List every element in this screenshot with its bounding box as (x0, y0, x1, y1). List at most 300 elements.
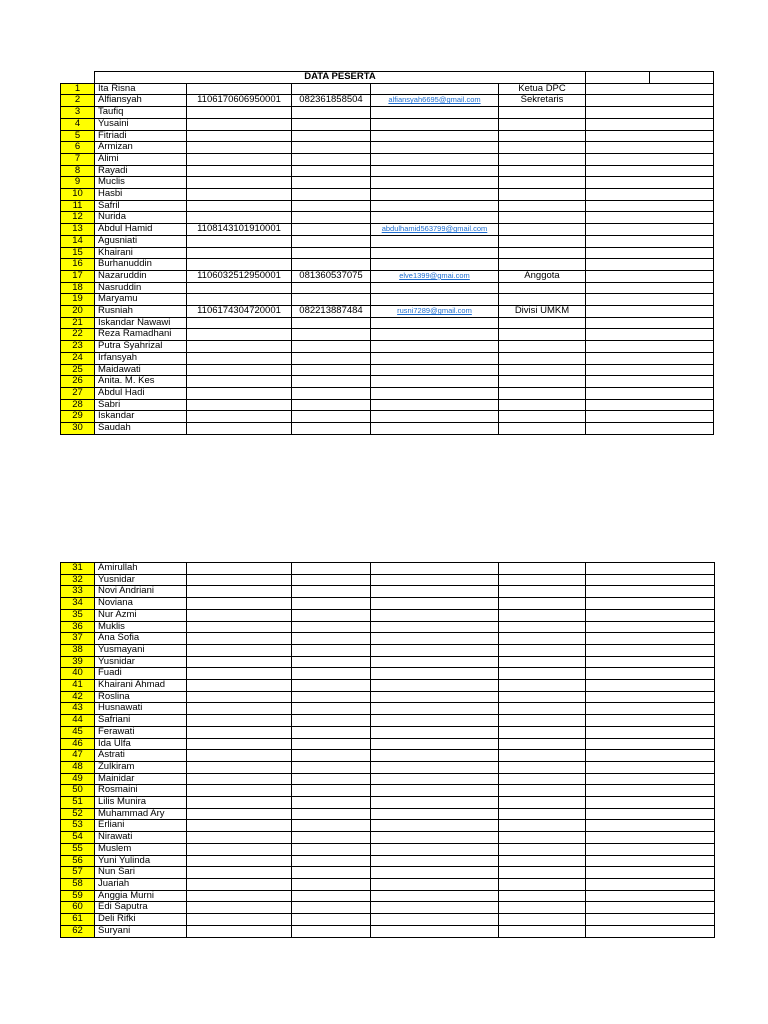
blank-cell (586, 130, 714, 142)
phone-number (292, 142, 371, 154)
participant-name: Rusniah (95, 306, 187, 318)
blank-cell (586, 609, 715, 621)
participant-name: Nazaruddin (95, 270, 187, 282)
row-number: 36 (61, 621, 95, 633)
email-link (371, 83, 499, 95)
table-row (61, 177, 714, 189)
email-link (371, 142, 499, 154)
id-number (187, 925, 292, 937)
email-link (371, 411, 499, 423)
blank-cell (586, 843, 715, 855)
table-row (61, 785, 715, 797)
table-row (61, 878, 715, 890)
table-row (61, 364, 714, 376)
blank-cell (586, 212, 714, 224)
row-number: 23 (61, 341, 95, 353)
email-cell (371, 797, 499, 809)
email-link (371, 364, 499, 376)
id-number (187, 282, 292, 294)
participant-name: Anggia Murni (95, 890, 187, 902)
id-number (187, 750, 292, 762)
role-note (499, 914, 586, 926)
blank-cell (586, 691, 715, 703)
participant-name: Lilis Munira (95, 797, 187, 809)
blank-cell (586, 247, 714, 259)
email-cell (371, 925, 499, 937)
participant-name: Rosmaini (95, 785, 187, 797)
blank-cell (586, 165, 714, 177)
phone-number (292, 423, 371, 435)
role-note (499, 247, 586, 259)
id-number (187, 235, 292, 247)
row-number: 31 (61, 563, 95, 575)
title-row (61, 72, 714, 84)
phone-number: 081360537075 (292, 270, 371, 282)
participant-name: Muclis (95, 177, 187, 189)
table-row (61, 317, 714, 329)
participant-name: Irfansyah (95, 352, 187, 364)
table-row (61, 832, 715, 844)
id-number (187, 399, 292, 411)
row-number: 27 (61, 387, 95, 399)
email-cell (371, 574, 499, 586)
id-number (187, 189, 292, 201)
id-number (187, 107, 292, 119)
blank-cell (586, 761, 715, 773)
table-row (61, 621, 715, 633)
participant-name: Iskandar (95, 411, 187, 423)
participant-name: Safriani (95, 715, 187, 727)
role-note (499, 668, 586, 680)
participant-name: Nasruddin (95, 282, 187, 294)
role-note (499, 130, 586, 142)
phone-number (292, 644, 371, 656)
email-cell (371, 715, 499, 727)
role-note: Sekretaris (499, 95, 586, 107)
table-row (61, 399, 714, 411)
blank-cell (586, 832, 715, 844)
blank-cell (586, 574, 715, 586)
id-number (187, 352, 292, 364)
table-row (61, 165, 714, 177)
blank-cell (586, 867, 715, 879)
role-note (499, 750, 586, 762)
table-row (61, 200, 714, 212)
participant-name: Suryani (95, 925, 187, 937)
participant-name: Abdul Hamid (95, 224, 187, 236)
participant-name: Edi Saputra (95, 902, 187, 914)
blank-cell (586, 224, 714, 236)
table-row (61, 411, 714, 423)
email-link (371, 387, 499, 399)
id-number (187, 633, 292, 645)
blank-cell (586, 785, 715, 797)
row-number: 44 (61, 715, 95, 727)
row-number: 12 (61, 212, 95, 224)
phone-number (292, 212, 371, 224)
phone-number (292, 411, 371, 423)
participant-name: Husnawati (95, 703, 187, 715)
phone-number (292, 130, 371, 142)
role-note (499, 586, 586, 598)
row-number: 22 (61, 329, 95, 341)
phone-number (292, 703, 371, 715)
phone-number (292, 294, 371, 306)
id-number (187, 83, 292, 95)
role-note (499, 329, 586, 341)
blank-cell (586, 95, 714, 107)
email-link (371, 235, 499, 247)
row-number: 50 (61, 785, 95, 797)
phone-number (292, 761, 371, 773)
role-note (499, 726, 586, 738)
email-cell (371, 633, 499, 645)
phone-number (292, 247, 371, 259)
role-note (499, 423, 586, 435)
email-cell (371, 878, 499, 890)
blank-cell (586, 423, 714, 435)
participant-name: Yusnidar (95, 656, 187, 668)
row-number: 39 (61, 656, 95, 668)
participant-name: Deli Rifki (95, 914, 187, 926)
participant-name: Muhammad Ary (95, 808, 187, 820)
role-note (499, 855, 586, 867)
participant-name: Erliani (95, 820, 187, 832)
blank-cell (586, 411, 714, 423)
row-number: 1 (61, 83, 95, 95)
blank-cell (586, 189, 714, 201)
row-number: 4 (61, 118, 95, 130)
role-note (499, 832, 586, 844)
id-number (187, 914, 292, 926)
participants-table-page-2 (60, 562, 715, 938)
role-note (499, 118, 586, 130)
email-cell (371, 832, 499, 844)
table-row (61, 294, 714, 306)
email-cell (371, 914, 499, 926)
row-number: 24 (61, 352, 95, 364)
blank-cell (586, 317, 714, 329)
participant-name: Fuadi (95, 668, 187, 680)
table-row (61, 329, 714, 341)
id-number (187, 820, 292, 832)
email-link[interactable]: abdulhamid563799@gmail.com (371, 224, 499, 236)
role-note (499, 177, 586, 189)
phone-number (292, 890, 371, 902)
email-link (371, 376, 499, 388)
participant-name: Ita Risna (95, 83, 187, 95)
participant-name: Nirawati (95, 832, 187, 844)
participant-name: Alfiansyah (95, 95, 187, 107)
row-number: 41 (61, 680, 95, 692)
participant-name: Fitriadi (95, 130, 187, 142)
role-note (499, 820, 586, 832)
table-row (61, 843, 715, 855)
row-number: 20 (61, 306, 95, 318)
blank-cell (586, 750, 715, 762)
row-number: 46 (61, 738, 95, 750)
id-number (187, 890, 292, 902)
email-cell (371, 890, 499, 902)
blank-cell (586, 200, 714, 212)
phone-number (292, 773, 371, 785)
row-number: 48 (61, 761, 95, 773)
phone-number (292, 738, 371, 750)
email-link (371, 107, 499, 119)
phone-number (292, 832, 371, 844)
participant-name: Agusniati (95, 235, 187, 247)
id-number (187, 598, 292, 610)
row-number: 55 (61, 843, 95, 855)
role-note (499, 282, 586, 294)
id-number (187, 715, 292, 727)
email-link (371, 423, 499, 435)
email-cell (371, 867, 499, 879)
email-link (371, 399, 499, 411)
role-note (499, 165, 586, 177)
id-number (187, 586, 292, 598)
email-cell (371, 668, 499, 680)
email-link[interactable]: elve1399@gmai.com (371, 270, 499, 282)
email-link[interactable]: rusni7289@gmail.com (371, 306, 499, 318)
blank-cell (586, 797, 715, 809)
participant-name: Astrati (95, 750, 187, 762)
id-number (187, 832, 292, 844)
blank-cell (586, 621, 715, 633)
phone-number (292, 691, 371, 703)
phone-number (292, 574, 371, 586)
phone-number (292, 878, 371, 890)
phone-number (292, 680, 371, 692)
blank-cell (586, 352, 714, 364)
role-note (499, 680, 586, 692)
id-number (187, 680, 292, 692)
id-number (187, 691, 292, 703)
blank-cell (586, 878, 715, 890)
blank-cell (586, 680, 715, 692)
table-row (61, 376, 714, 388)
id-number: 1108143101910001 (187, 224, 292, 236)
role-note (499, 797, 586, 809)
phone-number (292, 282, 371, 294)
row-number: 2 (61, 95, 95, 107)
id-number (187, 259, 292, 271)
email-cell (371, 656, 499, 668)
email-link (371, 118, 499, 130)
id-number (187, 668, 292, 680)
table-row (61, 902, 715, 914)
table-row (61, 598, 715, 610)
row-number: 33 (61, 586, 95, 598)
blank-cell (586, 306, 714, 318)
blank-cell (586, 118, 714, 130)
participant-name: Safril (95, 200, 187, 212)
id-number (187, 726, 292, 738)
email-cell (371, 785, 499, 797)
email-link (371, 259, 499, 271)
blank-cell (586, 925, 715, 937)
table-row (61, 95, 714, 107)
row-number: 60 (61, 902, 95, 914)
row-number: 34 (61, 598, 95, 610)
phone-number (292, 317, 371, 329)
row-number: 13 (61, 224, 95, 236)
blank-cell (586, 329, 714, 341)
sheet-title: DATA PESERTA (95, 72, 586, 84)
blank-cell (586, 890, 715, 902)
id-number: 1106032512950001 (187, 270, 292, 282)
table-row (61, 668, 715, 680)
row-number: 56 (61, 855, 95, 867)
email-cell (371, 586, 499, 598)
table-row (61, 773, 715, 785)
email-link (371, 212, 499, 224)
table-row (61, 797, 715, 809)
participant-name: Taufiq (95, 107, 187, 119)
row-number: 59 (61, 890, 95, 902)
role-note (499, 259, 586, 271)
email-cell (371, 761, 499, 773)
participant-name: Alimi (95, 153, 187, 165)
phone-number (292, 726, 371, 738)
email-link (371, 200, 499, 212)
email-link (371, 153, 499, 165)
role-note (499, 715, 586, 727)
phone-number (292, 656, 371, 668)
role-note (499, 200, 586, 212)
id-number (187, 843, 292, 855)
participant-name: Hasbi (95, 189, 187, 201)
email-cell (371, 808, 499, 820)
row-number: 10 (61, 189, 95, 201)
role-note (499, 317, 586, 329)
blank-cell (586, 726, 715, 738)
blank-cell (586, 142, 714, 154)
phone-number (292, 352, 371, 364)
email-cell (371, 738, 499, 750)
email-link[interactable]: alfiansyah6695@gmail.com (371, 95, 499, 107)
participant-name: Sabri (95, 399, 187, 411)
table-row (61, 130, 714, 142)
blank-cell (586, 235, 714, 247)
phone-number (292, 925, 371, 937)
table-row (61, 247, 714, 259)
participant-name: Nun Sari (95, 867, 187, 879)
participant-name: Khairani Ahmad (95, 680, 187, 692)
row-number: 53 (61, 820, 95, 832)
row-number: 8 (61, 165, 95, 177)
blank-cell (586, 107, 714, 119)
row-number: 62 (61, 925, 95, 937)
email-cell (371, 843, 499, 855)
phone-number (292, 83, 371, 95)
table-row (61, 855, 715, 867)
id-number (187, 294, 292, 306)
blank-cell (586, 586, 715, 598)
participant-name: Rayadi (95, 165, 187, 177)
role-note: Anggota (499, 270, 586, 282)
table-row (61, 563, 715, 575)
email-link (371, 341, 499, 353)
role-note (499, 902, 586, 914)
row-number: 49 (61, 773, 95, 785)
phone-number (292, 843, 371, 855)
row-number: 18 (61, 282, 95, 294)
participant-name: Burhanuddin (95, 259, 187, 271)
phone-number (292, 399, 371, 411)
phone-number (292, 177, 371, 189)
table-row (61, 867, 715, 879)
id-number (187, 212, 292, 224)
role-note (499, 574, 586, 586)
participant-name: Reza Ramadhani (95, 329, 187, 341)
id-number (187, 878, 292, 890)
email-link (371, 352, 499, 364)
participant-name: Nur Azmi (95, 609, 187, 621)
blank-cell (586, 270, 714, 282)
id-number (187, 574, 292, 586)
phone-number (292, 189, 371, 201)
email-cell (371, 563, 499, 575)
table-row (61, 83, 714, 95)
row-number: 30 (61, 423, 95, 435)
role-note (499, 235, 586, 247)
table-row (61, 189, 714, 201)
email-link (371, 294, 499, 306)
blank-cell (586, 387, 714, 399)
table-row (61, 750, 715, 762)
participant-name: Roslina (95, 691, 187, 703)
table-row (61, 820, 715, 832)
email-cell (371, 703, 499, 715)
table-row (61, 586, 715, 598)
id-number (187, 621, 292, 633)
id-number (187, 855, 292, 867)
row-number: 40 (61, 668, 95, 680)
id-number (187, 364, 292, 376)
id-number (187, 797, 292, 809)
id-number (187, 200, 292, 212)
row-number: 11 (61, 200, 95, 212)
role-note (499, 598, 586, 610)
phone-number (292, 668, 371, 680)
phone-number (292, 914, 371, 926)
table-row (61, 644, 715, 656)
row-number: 21 (61, 317, 95, 329)
row-number: 28 (61, 399, 95, 411)
row-number: 6 (61, 142, 95, 154)
participant-name: Mainidar (95, 773, 187, 785)
blank-cell (650, 72, 714, 84)
participant-name: Noviana (95, 598, 187, 610)
table-row (61, 808, 715, 820)
phone-number (292, 165, 371, 177)
blank-cell (586, 668, 715, 680)
table-row (61, 890, 715, 902)
role-note (499, 352, 586, 364)
role-note (499, 387, 586, 399)
row-number: 3 (61, 107, 95, 119)
email-cell (371, 609, 499, 621)
phone-number (292, 797, 371, 809)
row-number: 42 (61, 691, 95, 703)
table-row (61, 142, 714, 154)
blank-cell (586, 633, 715, 645)
table-row (61, 914, 715, 926)
participant-name: Anita. M. Kes (95, 376, 187, 388)
blank-cell (586, 703, 715, 715)
row-number: 37 (61, 633, 95, 645)
